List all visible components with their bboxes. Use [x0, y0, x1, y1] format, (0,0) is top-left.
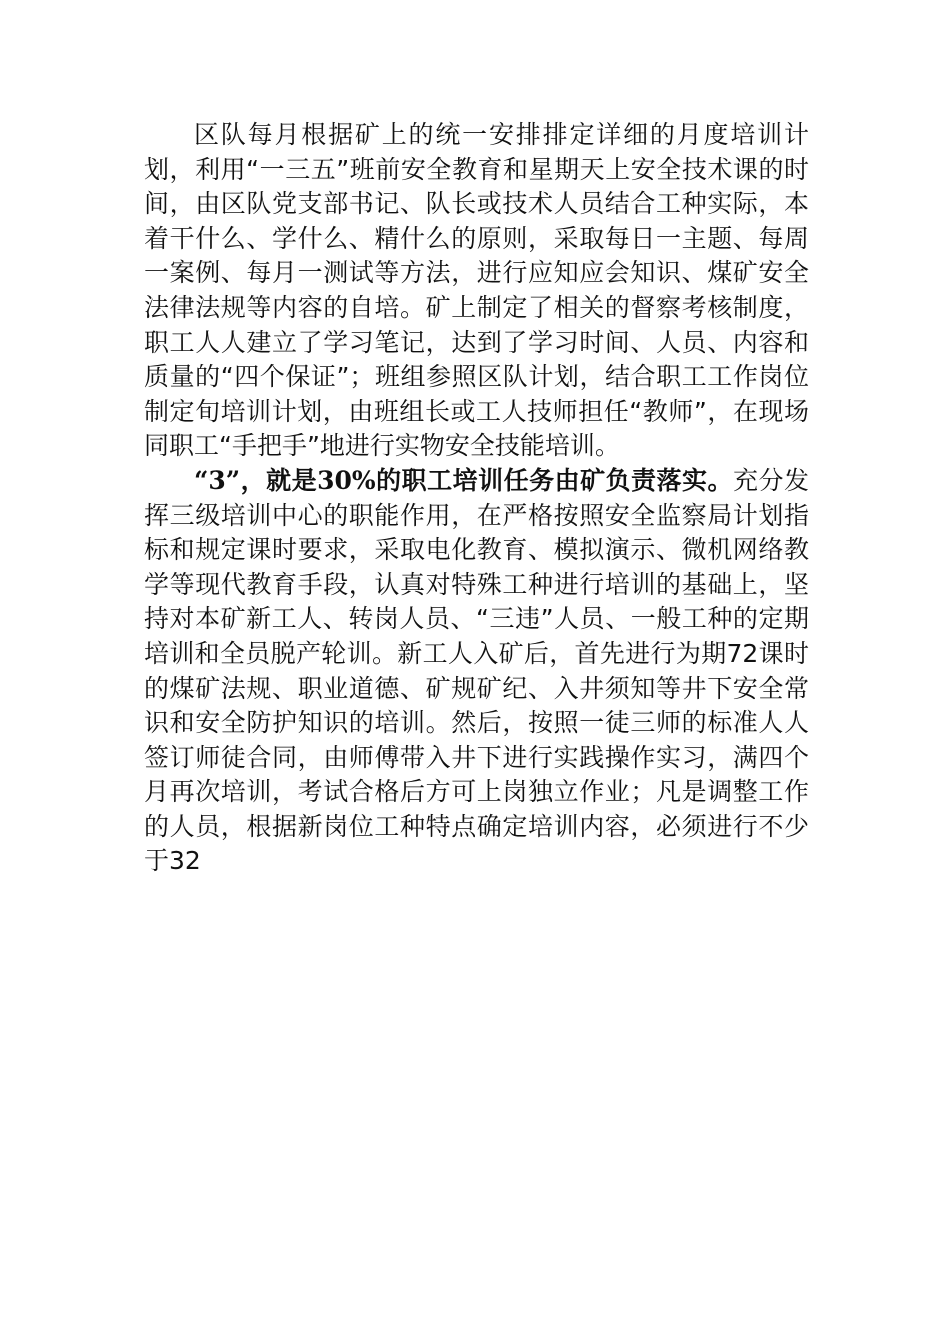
paragraph-2 — [144, 464, 809, 879]
paragraph-2-text: 充分发挥三级培训中心的职能作用，在严格按照安全监察局计划指标和规定课时要求，采取电化教育、模拟演示、微机网络教学等现代教育手段，认真对特殊工种进行培训的基础上，坚持对本矿新工人、转岗人员、“三违”人员、一般工种的定期培训和全员脱产轮训。新工人入矿后，首先进行为期72课时的煤矿法规、职业道德、矿规矿纪、入井须知等井下安全常识和安全防护知识的培训。然后，按照一徒三师的标准人人签订师徒合同，由师傅带入井下进行实践操作实习，满四个月再次培训，考试合格后方可上岗独立作业；凡是调整工作的人员，根据新岗位工种特点确定培训内容，必须进行不少于32 — [144, 465, 809, 876]
paragraph-1 — [144, 118, 809, 464]
paragraph-1-text: 区队每月根据矿上的统一安排排定详细的月度培训计划，利用“一三五”班前安全教育和星期天上安全技术课的时间，由区队党支部书记、队长或技术人员结合工种实际，本着干什么、学什么、精什么的原则，采取每日一主题、每周一案例、每月一测试等方法，进行应知应会知识、煤矿安全法律法规等内容的自培。矿上制定了相关的督察考核制度，职工人人建立了学习笔记，达到了学习时间、人员、内容和质量的“四个保证”；班组参照区队计划，结合职工工作岗位制定旬培训计划，由班组长或工人技师担任“教师”，在现场同职工“手把手”地进行实物安全技能培训。 — [144, 120, 809, 461]
paragraph-2-lead: “3”，就是30%的职工培训任务由矿负责落实。 — [194, 465, 734, 495]
document-body — [144, 118, 809, 879]
